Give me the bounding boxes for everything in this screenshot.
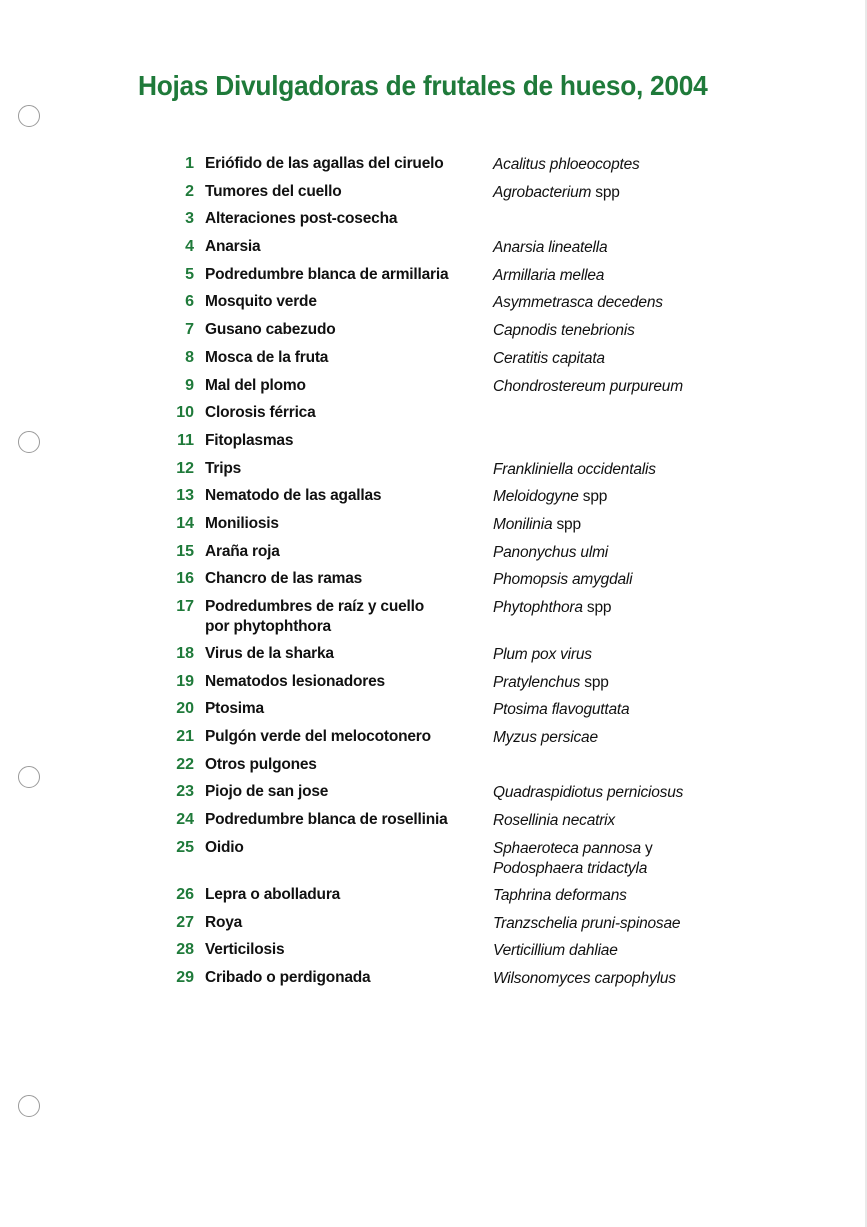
scientific-name xyxy=(493,886,733,906)
scientific-name-italic: Chondrostereum purpureum xyxy=(493,377,683,395)
list-item xyxy=(166,154,726,182)
list-item xyxy=(166,514,726,542)
item-number: 5 xyxy=(185,265,194,283)
pest-name: Ptosima xyxy=(205,700,264,718)
scientific-name xyxy=(493,515,733,535)
pest-name: Trips xyxy=(205,459,242,477)
item-number: 20 xyxy=(176,700,194,718)
scientific-name xyxy=(493,487,733,507)
list-item xyxy=(166,672,726,700)
pest-name-line-2: por phytophthora xyxy=(205,618,331,635)
list-item xyxy=(166,838,726,885)
scientific-name xyxy=(493,266,733,286)
list-item xyxy=(166,486,726,514)
item-number: 29 xyxy=(176,968,194,986)
item-number: 19 xyxy=(176,672,194,690)
scientific-name-italic: Frankliniella occidentalis xyxy=(493,460,656,478)
scientific-name-italic: Quadraspidiotus perniciosus xyxy=(493,784,684,802)
scientific-name-suffix: spp xyxy=(582,599,612,616)
item-number: 1 xyxy=(185,155,194,172)
scientific-name-italic: Acalitus phloeocoptes xyxy=(493,156,640,173)
list-item xyxy=(166,209,726,237)
scientific-name xyxy=(493,155,733,175)
scientific-name xyxy=(493,969,733,989)
pest-name: Piojo de san jose xyxy=(205,783,329,801)
scientific-name-italic: Plum pox virus xyxy=(493,646,592,663)
list-item xyxy=(166,968,726,996)
list-item xyxy=(166,885,726,913)
list-item xyxy=(166,237,726,265)
pest-name xyxy=(205,597,485,637)
scientific-name-italic: Sphaeroteca pannosa xyxy=(493,839,641,857)
list-item xyxy=(166,292,726,320)
scientific-name-italic-line-2: Podosphaera tridactyla xyxy=(493,859,648,877)
list-item xyxy=(166,320,726,348)
pest-name: Pulgón verde del melocotonero xyxy=(205,728,431,746)
scientific-name xyxy=(493,839,733,879)
scientific-name-italic: Taphrina deformans xyxy=(493,886,627,904)
pest-name: Mal del plomo xyxy=(205,376,306,394)
list-item xyxy=(166,182,726,210)
scientific-name-italic: Ceratitis capitata xyxy=(493,349,605,367)
scientific-name-conjunction: y xyxy=(640,839,653,857)
item-number: 4 xyxy=(185,238,194,256)
pest-name: Cribado o perdigonada xyxy=(205,968,371,986)
item-number: 23 xyxy=(176,783,194,801)
list-item xyxy=(166,265,726,293)
pest-name: Podredumbre blanca de rosellinia xyxy=(205,811,448,829)
scientific-name-italic: Armillaria mellea xyxy=(493,266,605,284)
scientific-name xyxy=(493,728,733,748)
scientific-name xyxy=(493,293,733,313)
scientific-name xyxy=(493,570,733,590)
pest-name: Lepra o abolladura xyxy=(205,885,341,903)
scientific-name xyxy=(493,645,733,665)
list-item xyxy=(166,782,726,810)
entries-list xyxy=(166,154,726,996)
list-item xyxy=(166,569,726,597)
binder-hole-2 xyxy=(18,431,40,453)
pest-name: Roya xyxy=(205,913,243,931)
list-item xyxy=(166,431,726,459)
scientific-name-italic: Rosellinia necatrix xyxy=(493,812,615,830)
scientific-name xyxy=(493,598,733,618)
pest-name: Tumores del cuello xyxy=(205,182,342,200)
list-item xyxy=(166,403,726,431)
item-number: 28 xyxy=(176,941,194,959)
item-number: 16 xyxy=(176,570,194,588)
item-number: 21 xyxy=(176,728,194,746)
item-number: 6 xyxy=(185,293,194,311)
item-number: 11 xyxy=(177,431,194,449)
scientific-name-italic: Meloidogyne xyxy=(493,488,579,506)
scientific-name-italic: Tranzschelia pruni-spinosae xyxy=(493,914,681,932)
scientific-name-suffix: spp xyxy=(591,183,620,201)
scientific-name xyxy=(493,941,733,961)
list-item xyxy=(166,644,726,672)
scientific-name xyxy=(493,183,733,203)
scientific-name-suffix: spp xyxy=(580,673,609,691)
list-item xyxy=(166,542,726,570)
pest-name: Araña roja xyxy=(205,542,280,560)
list-item xyxy=(166,940,726,968)
pest-name: Mosquito verde xyxy=(205,293,317,311)
binder-hole-1 xyxy=(18,105,40,127)
scientific-name xyxy=(493,238,733,258)
item-number: 12 xyxy=(176,459,194,477)
pest-name: Eriófido de las agallas del ciruelo xyxy=(205,155,444,172)
binder-hole-3 xyxy=(18,766,40,788)
item-number: 17 xyxy=(176,598,194,615)
item-number: 8 xyxy=(185,348,194,366)
pest-name: Podredumbre blanca de armillaria xyxy=(205,265,449,283)
item-number: 14 xyxy=(176,514,194,532)
list-item xyxy=(166,597,726,644)
pest-name: Oidio xyxy=(205,838,244,856)
scientific-name xyxy=(493,673,733,693)
pest-name: Nematodo de las agallas xyxy=(205,487,382,505)
item-number: 2 xyxy=(185,182,194,200)
scientific-name-italic: Verticillium dahliae xyxy=(493,942,618,960)
pest-name: Verticilosis xyxy=(205,941,285,959)
item-number: 13 xyxy=(176,487,194,505)
item-number: 18 xyxy=(176,645,194,662)
scientific-name xyxy=(493,460,733,480)
scientific-name-italic: Capnodis tenebrionis xyxy=(493,322,635,340)
scientific-name-italic: Anarsia lineatella xyxy=(493,239,608,257)
list-item xyxy=(166,810,726,838)
scientific-name xyxy=(493,377,733,397)
item-number: 15 xyxy=(176,542,194,560)
pest-name: Nematodos lesionadores xyxy=(205,672,385,690)
list-item xyxy=(166,913,726,941)
scientific-name xyxy=(493,349,733,369)
scientific-name xyxy=(493,811,733,831)
list-item xyxy=(166,699,726,727)
pest-name: Alteraciones post-cosecha xyxy=(205,210,398,228)
scientific-name-italic: Asymmetrasca decedens xyxy=(493,294,663,312)
scientific-name xyxy=(493,543,733,563)
pest-name: Otros pulgones xyxy=(205,755,317,773)
scientific-name-italic: Panonychus ulmi xyxy=(493,543,609,561)
scientific-name-italic: Pratylenchus xyxy=(493,673,581,691)
scientific-name-italic: Monilinia xyxy=(493,515,553,533)
pest-name: Mosca de la fruta xyxy=(205,348,329,366)
scientific-name-italic: Myzus persicae xyxy=(493,729,598,747)
pest-name: Moniliosis xyxy=(205,514,279,532)
scientific-name-italic: Wilsonomyces carpophylus xyxy=(493,969,676,987)
pest-name: Gusano cabezudo xyxy=(205,321,336,339)
item-number: 10 xyxy=(176,404,194,422)
scientific-name xyxy=(493,914,733,934)
pest-name: Anarsia xyxy=(205,238,261,256)
item-number: 26 xyxy=(176,885,194,903)
list-item xyxy=(166,459,726,487)
pest-name: Virus de la sharka xyxy=(205,645,334,662)
item-number: 9 xyxy=(185,376,194,394)
item-number: 22 xyxy=(176,755,194,773)
page-title: Hojas Divulgadoras de frutales de hueso, 2004 xyxy=(138,70,708,101)
list-item xyxy=(166,348,726,376)
scientific-name-italic: Ptosima flavoguttata xyxy=(493,701,630,719)
scientific-name-suffix: spp xyxy=(578,488,608,506)
pest-name-line-1: Podredumbres de raíz y cuello xyxy=(205,598,425,615)
list-item xyxy=(166,376,726,404)
pest-name: Chancro de las ramas xyxy=(205,570,363,588)
scientific-name-suffix: spp xyxy=(552,515,581,533)
item-number: 3 xyxy=(185,210,194,228)
scientific-name xyxy=(493,783,733,803)
scientific-name xyxy=(493,321,733,341)
item-number: 25 xyxy=(176,838,194,856)
scientific-name xyxy=(493,700,733,720)
item-number: 7 xyxy=(185,321,194,339)
list-item xyxy=(166,727,726,755)
item-number: 24 xyxy=(176,811,194,829)
binder-hole-4 xyxy=(18,1095,40,1117)
list-item xyxy=(166,755,726,783)
pest-name: Fitoplasmas xyxy=(205,431,294,449)
scientific-name-italic: Phomopsis amygdali xyxy=(493,571,633,589)
item-number: 27 xyxy=(176,913,194,931)
scientific-name-italic: Phytophthora xyxy=(493,599,583,616)
pest-name: Clorosis férrica xyxy=(205,404,316,422)
scientific-name-italic: Agrobacterium xyxy=(493,183,592,201)
